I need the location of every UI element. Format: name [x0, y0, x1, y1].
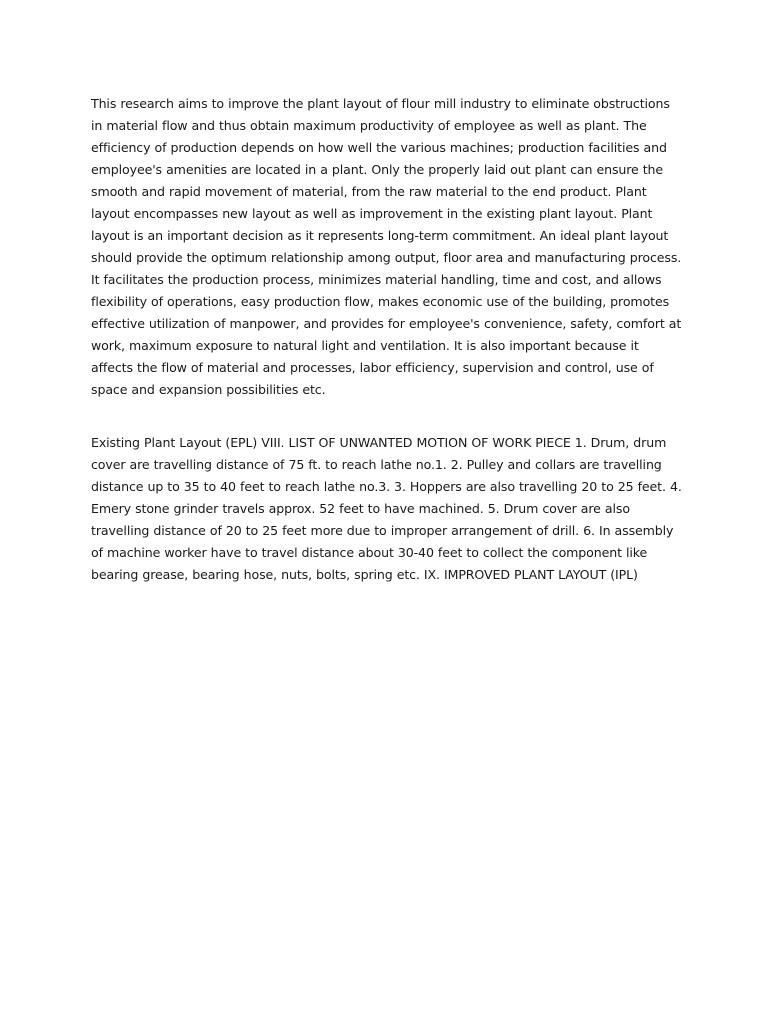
paragraph-existing-plant-layout: Existing Plant Layout (EPL) VIII. LIST OF UNWANTED MOTION OF WORK PIECE 1. Drum, drum cover are travelling distance of 75 ft. to reach lathe no.1. 2. Pulley and collars are travelling distance up to 35 to 40 feet to reach lathe no.3. 3. Hoppers are also travelling 20 to 25 feet. 4. Emery stone grinder travels approx. 52 feet to have machined. 5. Drum cover are also travelling distance of 20 to 25 feet more due to improper arrangement of drill. 6. In assembly of machine worker have to travel distance about 30-40 feet to collect the component like bearing grease, bearing hose, nuts, bolts, spring etc. IX. IMPROVED PLANT LAYOUT (IPL): [91, 435, 682, 582]
document-body: [91, 93, 683, 586]
paragraph-introduction: This research aims to improve the plant layout of flour mill industry to eliminate obstructions in material flow and thus obtain maximum productivity of employee as well as plant. The efficiency of production depends on how well the various machines; production facilities and employee's amenities are located in a plant. Only the properly laid out plant can ensure the smooth and rapid movement of material, from the raw material to the end product. Plant layout encompasses new layout as well as improvement in the existing plant layout. Plant layout is an important decision as it represents long-term commitment. An ideal plant layout should provide the optimum relationship among output, floor area and manufacturing process. It facilitates the production process, minimizes material handling, time and cost, and allows flexibility of operations, easy production flow, makes economic use of the building, promotes effective utilization of manpower, and provides for employee's convenience, safety, comfort at work, maximum exposure to natural light and ventilation. It is also important because it affects the flow of material and processes, labor efficiency, supervision and control, use of space and expansion possibilities etc.: [91, 96, 682, 397]
